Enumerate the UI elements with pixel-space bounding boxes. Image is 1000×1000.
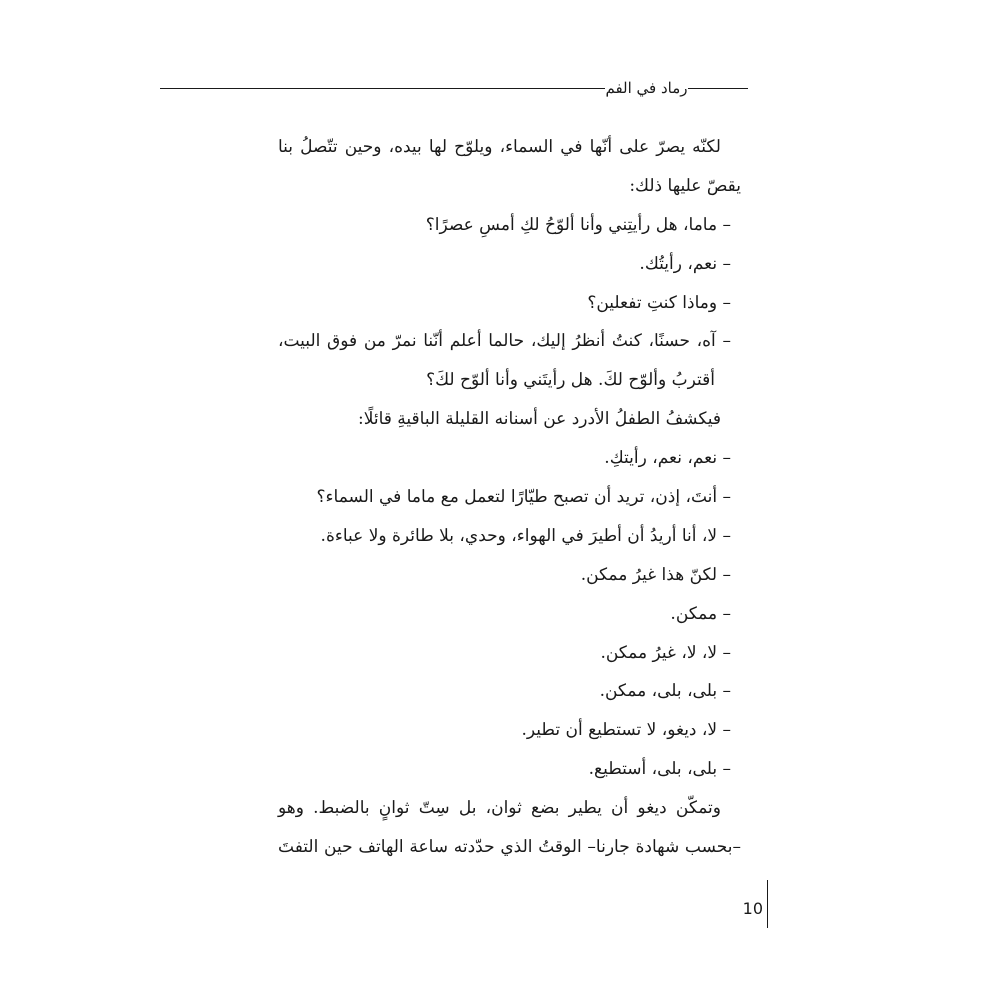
dialogue-line: – ممكن. (670, 603, 731, 624)
paragraph-line: وتمكّن ديغو أن يطير بضع ثوان، بل سِتّ ثوانٍ بالضبط. وهو (278, 798, 721, 819)
paragraph-line: –بحسب شهادة جارنا– الوقتُ الذي حدّدته ساعة الهاتف حين التفتَ (278, 837, 741, 858)
dialogue-line: – آه، حسنًا، كنتُ أنظرُ إليك، حالما أعلم أنّنا نمرّ من فوق البيت، (278, 331, 731, 352)
book-title: رماد في الفم (605, 79, 688, 97)
dialogue-line: – نعم، نعم، رأيتكِ. (604, 448, 731, 469)
dialogue-line: – لا، أنا أريدُ أن أطيرَ في الهواء، وحدي، بلا طائرة ولا عباءة. (320, 525, 731, 546)
dialogue-line: – لا، ديغو، لا تستطيع أن تطير. (521, 720, 731, 741)
dialogue-line: – بلى، بلى، ممكن. (599, 681, 731, 702)
dialogue-line: – نعم، رأيتُك. (639, 253, 731, 274)
dialogue-line: – أنتَ، إذن، تريد أن تصبح طيّارًا لتعمل مع ماما في السماء؟ (316, 487, 731, 508)
paragraph-line: فيكشفُ الطفلُ الأدرد عن أسنانه القليلة الباقيةِ قائلًا: (357, 409, 721, 430)
dialogue-continuation-line: أقتربُ وألوّح لكَ. هل رأيتَني وأنا ألوّح لكَ؟ (426, 370, 715, 391)
header-rule-long (160, 88, 605, 89)
footer-rule (767, 880, 768, 928)
dialogue-line: – وماذا كنتِ تفعلين؟ (587, 292, 731, 313)
header-rule-short (688, 88, 748, 89)
dialogue-line: – ماما، هل رأيتِني وأنا ألوّحُ لكِ أمسِ عصرًا؟ (425, 214, 731, 235)
page-number: 10 (742, 899, 763, 918)
page-text (278, 128, 741, 867)
paragraph-line: يقصّ عليها ذلك: (629, 175, 741, 196)
paragraph-line: لكنّه يصرّ على أنّها في السماء، ويلوّح لها بيده، وحين تتّصلُ بنا (278, 137, 721, 157)
dialogue-line: – بلى، بلى، أستطيع. (588, 759, 731, 780)
dialogue-line: – لكنّ هذا غيرُ ممكن. (580, 564, 731, 585)
dialogue-line: – لا، لا، غيرُ ممكن. (600, 642, 731, 663)
running-header (160, 76, 748, 100)
